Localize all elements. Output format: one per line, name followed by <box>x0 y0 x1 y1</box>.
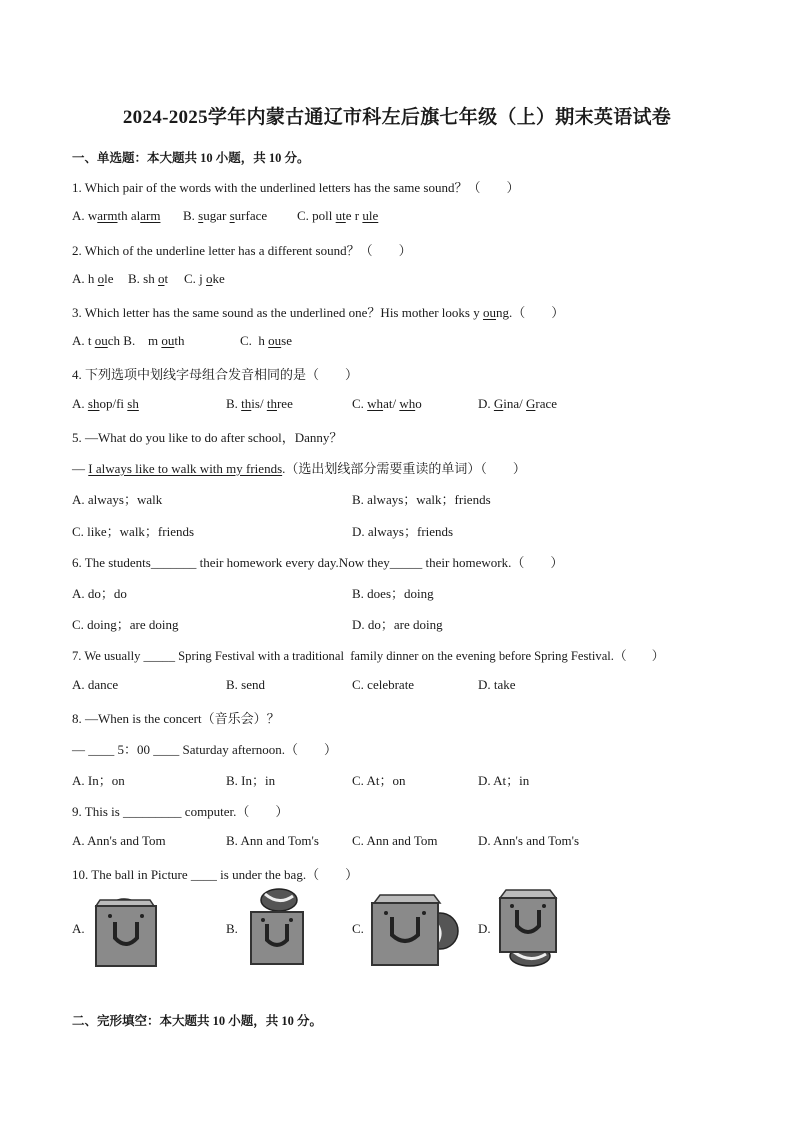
question-1-stem: 1. Which pair of the words with the underlined letters has the same sound？（ ） <box>72 180 520 195</box>
question-9-stem: 9. This is _________ computer.（ ） <box>72 804 289 819</box>
question-9-option-a[interactable]: A. Ann's and Tom <box>72 833 166 848</box>
question-10-option-a-label[interactable]: A. <box>72 921 85 936</box>
question-6-stem: 6. The students_______ their homework every day.Now they_____ their homework.（ ） <box>72 555 564 570</box>
bag-with-ball-behind-picture[interactable] <box>368 893 464 967</box>
page-title: 2024-2025学年内蒙古通辽市科左后旗七年级（上）期末英语试卷 <box>122 107 672 128</box>
question-10-stem: 10. The ball in Picture ____ is under the bag.（ ） <box>72 867 359 882</box>
question-7-option-b[interactable]: B. send <box>226 677 265 692</box>
question-7-option-a[interactable]: A. dance <box>72 677 119 692</box>
bag-with-ball-under-picture[interactable] <box>496 886 560 968</box>
question-8-option-b[interactable]: B. In；in <box>226 773 276 788</box>
question-8-answer-line: — ____ 5：00 ____ Saturday afternoon.（ ） <box>72 742 338 757</box>
question-6-option-c[interactable]: C. doing；are doing <box>72 617 179 632</box>
section-heading-single-choice: 一、单选题：本大题共 10 小题，共 10 分。 <box>72 151 310 165</box>
question-1-option-b[interactable]: B. sugar surface <box>183 208 268 223</box>
question-3-option-a[interactable]: A. t ouch B. <box>72 333 136 348</box>
question-2-option-b[interactable]: B. sh ot <box>128 271 169 286</box>
question-6-option-d[interactable]: D. do；are doing <box>352 617 443 632</box>
bag-with-ball-inside-picture[interactable] <box>88 892 162 968</box>
question-10-option-d-label[interactable]: D. <box>478 921 491 936</box>
question-3-stem: 3. Which letter has the same sound as the underlined one？His mother looks y oung.（ ） <box>72 305 565 320</box>
question-6-option-a[interactable]: A. do；do <box>72 586 127 601</box>
section-heading-cloze: 二、完形填空：本大题共 10 小题，共 10 分。 <box>72 1014 323 1028</box>
question-2-option-a[interactable]: A. h ole <box>72 271 114 286</box>
question-8-option-c[interactable]: C. At；on <box>352 773 406 788</box>
question-8-stem: 8. —When is the concert（音乐会）？ <box>72 711 280 726</box>
bag-icon <box>372 903 438 965</box>
question-5-option-b[interactable]: B. always；walk；friends <box>352 492 491 507</box>
question-4-stem: 4. 下列选项中划线字母组合发音相同的是（ ） <box>72 367 359 382</box>
question-7-option-c[interactable]: C. celebrate <box>352 677 415 692</box>
question-5-option-a[interactable]: A. always；walk <box>72 492 163 507</box>
question-5-option-d[interactable]: D. always；friends <box>352 524 454 539</box>
bag-icon <box>251 912 303 964</box>
question-7-stem: 7. We usually _____ Spring Festival with a traditional family dinner on the evening before Spring Festival.（ ） <box>72 649 665 663</box>
question-9-option-b[interactable]: B. Ann and Tom's <box>226 833 319 848</box>
question-3-option-b[interactable]: m outh <box>148 333 185 348</box>
question-5-option-c[interactable]: C. like；walk；friends <box>72 524 195 539</box>
question-9-option-d[interactable]: D. Ann's and Tom's <box>478 833 580 848</box>
question-5-answer-line: — I always like to walk with my friends.（选出划线部分需要重读的单词）（ ） <box>72 461 526 476</box>
question-2-option-c[interactable]: C. j oke <box>184 271 225 286</box>
question-8-option-a[interactable]: A. In；on <box>72 773 125 788</box>
question-4-option-c[interactable]: C. what/ who <box>352 396 422 411</box>
bag-with-ball-on-top-picture[interactable] <box>243 888 309 968</box>
question-10-option-c-label[interactable]: C. <box>352 921 364 936</box>
question-6-option-b[interactable]: B. does；doing <box>352 586 434 601</box>
bag-icon <box>96 906 156 966</box>
question-4-option-b[interactable]: B. this/ three <box>226 396 293 411</box>
question-4-option-d[interactable]: D. Gina/ Grace <box>478 396 558 411</box>
question-1-option-c[interactable]: C. poll ute r ule <box>297 208 379 223</box>
bag-icon <box>500 898 556 952</box>
question-10-option-b-label[interactable]: B. <box>226 921 238 936</box>
question-2-stem: 2. Which of the underline letter has a different sound？（ ） <box>72 243 412 258</box>
question-4-option-a[interactable]: A. shop/fi sh <box>72 396 139 411</box>
question-9-option-c[interactable]: C. Ann and Tom <box>352 833 438 848</box>
question-5-stem: 5. —What do you like to do after school，Danny？ <box>72 430 343 445</box>
question-3-option-c[interactable]: C. h ouse <box>240 333 293 348</box>
question-1-option-a[interactable]: A. warmth alarm <box>72 208 161 223</box>
question-8-option-d[interactable]: D. At；in <box>478 773 530 788</box>
question-7-option-d[interactable]: D. take <box>478 677 516 692</box>
